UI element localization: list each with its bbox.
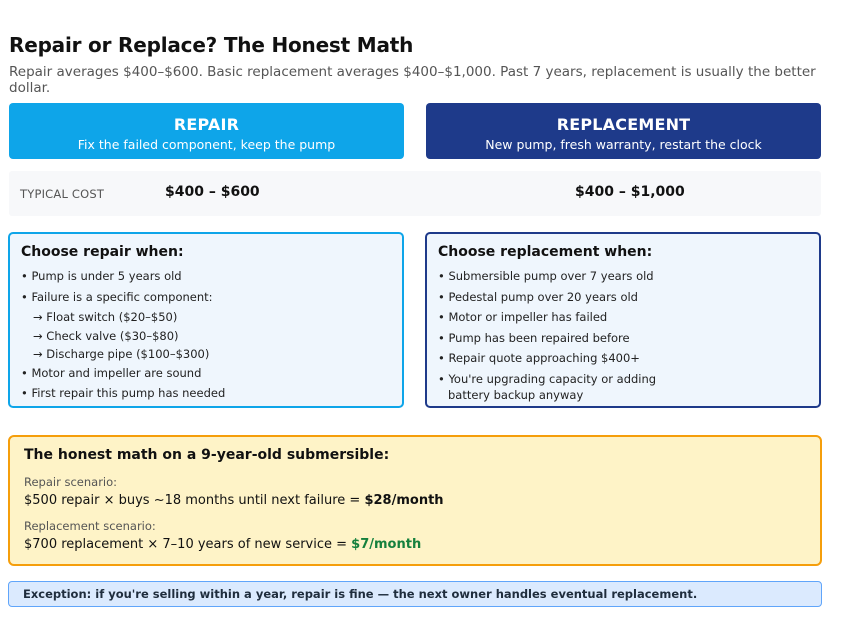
repair-cost-value: $400 – $600 (165, 184, 260, 200)
list-item: • Repair quote approaching $400+ (438, 351, 640, 365)
replacement-scenario-text: $700 replacement × 7–10 years of new service = (24, 537, 352, 552)
repair-scenario-line (24, 493, 806, 508)
list-item: • Motor and impeller are sound (21, 365, 202, 380)
page-subtitle: Repair averages $400–$600. Basic replacement averages $400–$1,000. Past 7 years, replacement is usually the better dollar. (9, 64, 816, 96)
replacement-header (426, 103, 821, 159)
repair-header (9, 103, 404, 159)
list-item: • Motor or impeller has failed (438, 310, 608, 324)
list-item: • You're upgrading capacity or adding (438, 371, 657, 386)
replacement-scenario-line (24, 537, 806, 552)
list-item: → Discharge pipe ($100–$300) (33, 347, 210, 361)
repair-scenario-result: $28/month (364, 493, 444, 508)
replacement-criteria-box (425, 232, 821, 408)
list-item: • Failure is a specific component: (21, 289, 213, 304)
replacement-header-title: REPLACEMENT (556, 115, 691, 134)
page-title: Repair or Replace? The Honest Math (9, 33, 414, 57)
repair-header-subtitle: Fix the failed component, keep the pump (77, 137, 336, 152)
replacement-header-subtitle: New pump, fresh warranty, restart the clock (485, 137, 762, 152)
honest-math-box (8, 435, 822, 566)
replacement-criteria-list (438, 267, 808, 403)
repair-criteria-title: Choose repair when: (21, 244, 184, 260)
repair-header-title: REPAIR (173, 115, 240, 134)
list-item: • Pump is under 5 years old (21, 269, 182, 283)
exception-note: Exception: if you're selling within a year, repair is fine — the next owner handles eventual replacement. (8, 581, 822, 607)
list-item: • Pedestal pump over 20 years old (438, 289, 638, 304)
list-item: → Check valve ($30–$80) (33, 328, 179, 343)
honest-math-title: The honest math on a 9-year-old submersible: (24, 447, 390, 463)
repair-criteria-list (21, 267, 391, 402)
repair-scenario-label: Repair scenario: (24, 475, 118, 489)
replacement-cost-value: $400 – $1,000 (575, 184, 685, 200)
typical-cost-label: TYPICAL COST (20, 187, 105, 201)
repair-criteria-box (8, 232, 404, 408)
replacement-scenario-result: $7/month (351, 537, 422, 552)
repair-scenario-text: $500 repair × buys ~18 months until next failure = (24, 493, 365, 508)
replacement-scenario-label: Replacement scenario: (24, 519, 156, 533)
list-item: • Pump has been repaired before (438, 330, 630, 345)
list-item: → Float switch ($20–$50) (33, 310, 178, 324)
list-item: • First repair this pump has needed (21, 386, 226, 400)
replacement-criteria-title: Choose replacement when: (438, 244, 653, 260)
list-item: • Submersible pump over 7 years old (438, 269, 654, 283)
typical-cost-row (9, 171, 821, 216)
list-item: battery backup anyway (448, 388, 584, 402)
